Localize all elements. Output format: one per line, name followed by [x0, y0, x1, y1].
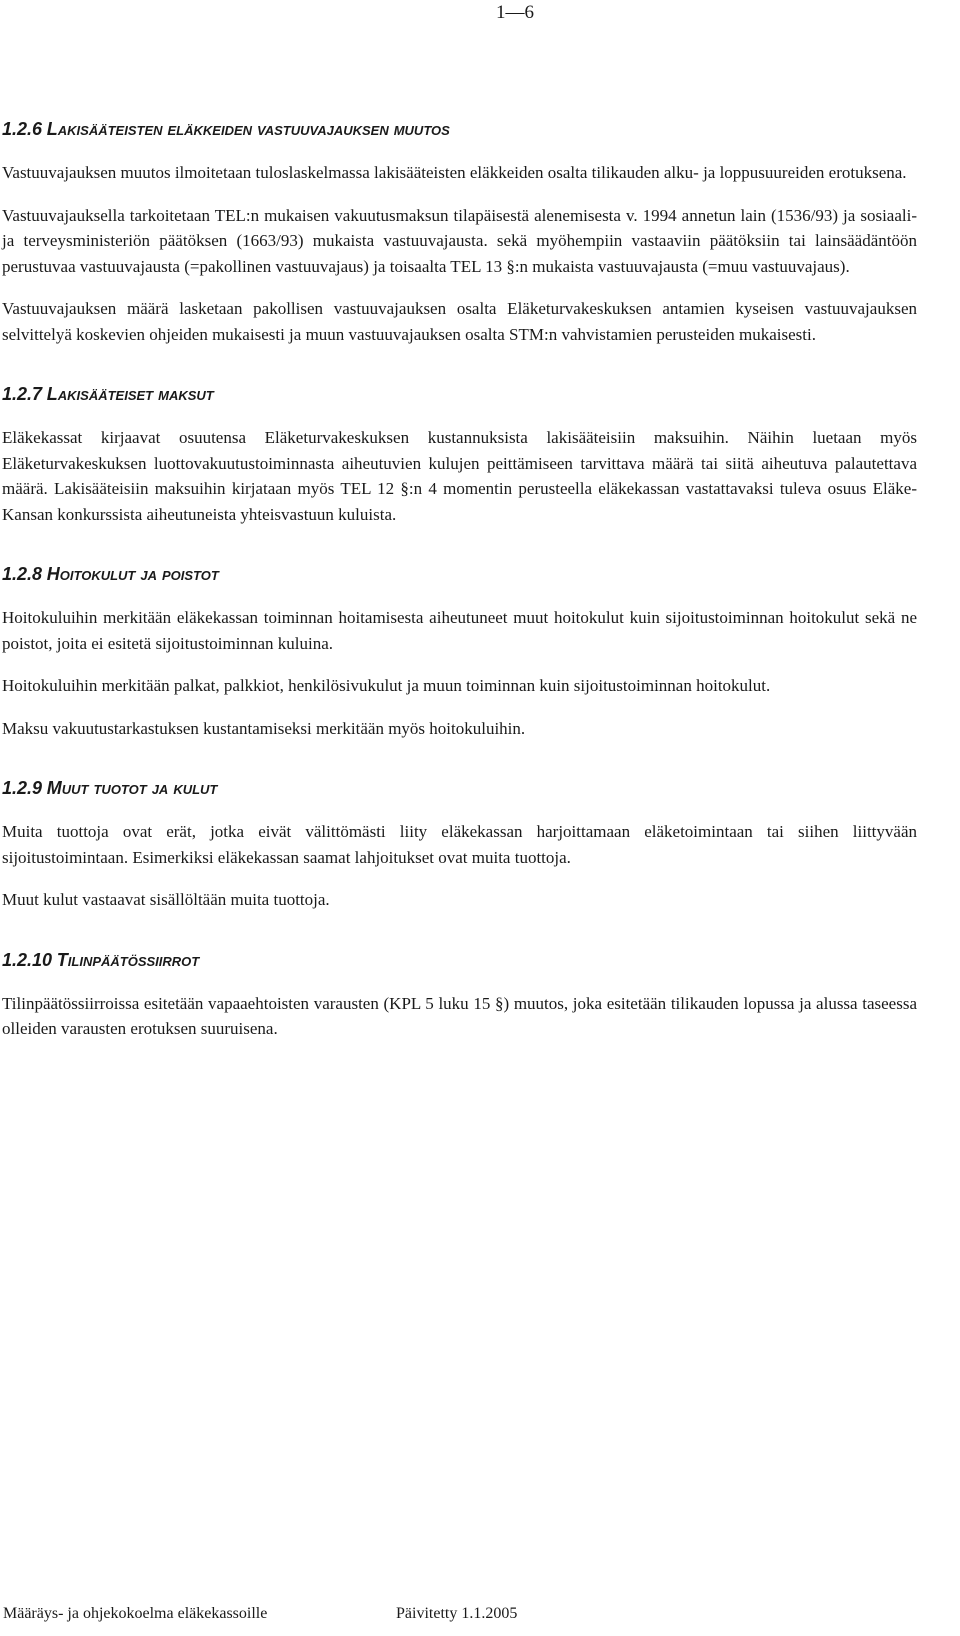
section-title: Muut tuotot ja kulut [46, 778, 218, 798]
section-title: Hoitokulut ja poistot [46, 564, 219, 584]
section-1-2-9 [2, 776, 917, 913]
paragraph: Muut kulut vastaavat sisällöltään muita tuottoja. [2, 890, 330, 909]
section-heading [2, 117, 917, 141]
section-heading [2, 948, 917, 972]
paragraph: Hoitokuluihin merkitään eläkekassan toiminnan hoitamisesta aiheutuneet muut hoitokulut kuin sijoitustoiminnan hoitokulut sekä ne poistot, joita ei esitetä sijoitustoiminnan kuluina. [2, 608, 917, 653]
footer-updated-date: Päivitetty 1.1.2005 [396, 1605, 518, 1622]
paragraph: Hoitokuluihin merkitään palkat, palkkiot, henkilösivukulut ja muun toiminnan kuin sijoitustoiminnan hoitokulut. [2, 676, 771, 695]
section-title: Lakisääteisten eläkkeiden vastuuvajauksen muutos [46, 119, 450, 139]
section-title: Tilinpäätössiirrot [56, 949, 200, 970]
section-1-2-10 [2, 948, 917, 1042]
paragraph: Vastuuvajauksen muutos ilmoitetaan tuloslaskelmassa lakisääteisten eläkkeiden osalta tilikauden alku- ja loppusuureiden erotuksena. [2, 163, 907, 182]
section-number: 1.2.7 [2, 384, 43, 404]
section-number: 1.2.10 [2, 949, 53, 970]
section-number: 1.2.6 [2, 119, 43, 139]
paragraph: Maksu vakuutustarkastuksen kustantamiseksi merkitään myös hoitokuluihin. [2, 718, 526, 738]
paragraph: Eläkekassat kirjaavat osuutensa Eläketurvakeskuksen kustannuksista lakisääteisiin maksuihin. Näihin luetaan myös Eläketurvakeskuksen luottovakuutustoiminnasta aiheutuvien kulujen peittämiseen tarvittava määrä tai siitä aiheutuva palautettava määrä. Lakisääteisiin maksuihin kirjataan myös TEL 12 §:n 4 momentin perusteella eläkekassan vastattavaksi tuleva osuus Eläke-Kansan konkurssista aiheutuneista yhteisvastuun kuluista. [2, 428, 917, 524]
document-body [2, 117, 917, 1077]
section-number: 1.2.9 [2, 778, 43, 798]
paragraph: Vastuuvajauksen määrä lasketaan pakollisen vastuuvajauksen osalta Eläketurvakeskuksen antamien kyseisen vastuuvajauksen selvittelyä koskevien ohjeiden mukaisesti ja muun vastuuvajauksen osalta STM:n vahvistamien perusteiden mukaisesti. [2, 299, 917, 344]
footer-publication-title: Määräys- ja ohjekokoelma eläkekassoille [3, 1605, 268, 1622]
section-1-2-7 [2, 382, 917, 527]
paragraph: Muita tuottoja ovat erät, jotka eivät välittömästi liity eläkekassan harjoittamaan eläketoimintaan tai siihen liittyvään sijoitustoimintaan. Esimerkiksi eläkekassan saamat lahjoitukset ovat muita tuottoja. [2, 822, 917, 867]
paragraph: Vastuuvajauksella tarkoitetaan TEL:n mukaisen vakuutusmaksun tilapäisestä alenemisesta v. 1994 annetun lain (1536/93) ja sosiaali- ja terveysministeriön päätöksen (1663/93) mukaista vastuuvajausta. sekä myöhempiin vastaaviin päätöksiin tai lainsäädäntöön perustuvaa vastuuvajausta (=pakollinen vastuuvajaus) ja toisaalta TEL 13 §:n mukaista vastuuvajausta (=muu vastuuvajaus). [2, 205, 917, 276]
section-title: Lakisääteiset maksut [46, 384, 214, 404]
section-1-2-6 [2, 117, 917, 347]
section-heading [2, 562, 917, 586]
section-1-2-8 [2, 562, 917, 741]
paragraph: Tilinpäätössiirroissa esitetään vapaaehtoisten varausten (KPL 5 luku 15 §) muutos, joka esitetään tilikauden lopussa ja alussa taseessa olleiden varausten erotuksen suuruisena. [2, 993, 917, 1038]
section-heading [2, 776, 917, 800]
page-number: 1—6 [496, 2, 534, 23]
section-number: 1.2.8 [2, 564, 43, 584]
section-heading [2, 382, 917, 406]
